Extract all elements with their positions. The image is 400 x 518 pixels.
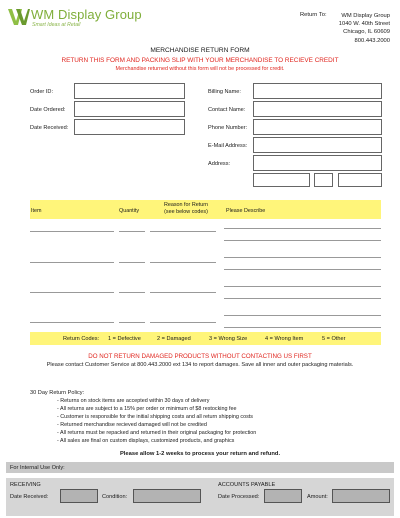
instruction-text: RETURN THIS FORM AND PACKING SLIP WITH YOUR MERCHANDISE TO RECIEVE CREDIT [61, 57, 339, 64]
receiving-heading: RECEIVING [10, 482, 41, 488]
quantity-cell-line[interactable] [119, 292, 145, 293]
policy-title: 30 Day Return Policy: [30, 390, 85, 396]
damaged-warning: DO NOT RETURN DAMAGED PRODUCTS WITHOUT CONTACTING US FIRST [88, 353, 312, 360]
reason-cell-line[interactable] [150, 292, 216, 293]
email-label: E-Mail Address: [208, 143, 248, 149]
return-address-line: 1040 W. 40th Street [338, 21, 390, 28]
warning-small-text: Merchandise returned without this form will not be processed for credit. [115, 66, 285, 72]
internal-date-received-field[interactable] [60, 489, 98, 503]
internal-date-received-label: Date Received: [10, 494, 49, 500]
contact-notice: Please contact Customer Service at 800.443.2000 ext 134 to report damages. Save all inner and outer packaging materials. [46, 362, 354, 368]
return-codes-label: Return Codes: [63, 336, 100, 342]
item-cell-line[interactable] [30, 262, 114, 263]
policy-item: - All sales are final on custom displays, customized products, and graphics [57, 438, 235, 444]
return-code: 4 = Wrong Item [265, 336, 304, 342]
zip-field[interactable] [338, 173, 382, 187]
item-cell-line[interactable] [30, 292, 114, 293]
date-ordered-field[interactable] [74, 101, 185, 117]
item-cell-line[interactable] [30, 231, 114, 232]
billing-name-label: Billing Name: [208, 89, 241, 95]
phone-number-field[interactable] [253, 119, 382, 135]
amount-label: Amount: [307, 494, 328, 500]
state-field[interactable] [314, 173, 333, 187]
policy-item: - All returns are subject to a 15% per order or minimum of $8 restocking fee [57, 406, 237, 412]
return-code: 3 = Wrong Size [209, 336, 248, 342]
policy-item: - All returns must be repacked and returned in their original packaging for protection [57, 430, 257, 436]
order-id-label: Order ID: [30, 89, 54, 95]
quantity-cell-line[interactable] [119, 231, 145, 232]
city-field[interactable] [253, 173, 310, 187]
date-processed-label: Date Processed: [218, 494, 260, 500]
accounts-payable-heading: ACCOUNTS PAYABLE [218, 482, 276, 488]
date-received-label: Date Received: [30, 125, 69, 131]
return-address-line: Chicago, IL 60609 [343, 29, 390, 36]
amount-field[interactable] [332, 489, 390, 503]
describe-cell-line[interactable] [224, 228, 381, 229]
describe-cell-line[interactable] [224, 269, 381, 270]
reason-cell-line[interactable] [150, 262, 216, 263]
processing-note: Please allow 1-2 weeks to process your return and refund. [119, 451, 281, 457]
policy-item: - Customer is responsible for the initial shipping costs and all return shipping costs [57, 414, 253, 420]
describe-cell-line[interactable] [224, 286, 381, 287]
describe-cell-line[interactable] [224, 327, 381, 328]
brand-name: WM Display Group [31, 7, 142, 22]
address-label: Address: [208, 161, 231, 167]
return-address [336, 12, 390, 45]
return-address-line: 800.443.2000 [354, 37, 390, 44]
return-address-line: WM Display Group [341, 13, 390, 19]
describe-cell-line[interactable] [224, 240, 381, 241]
billing-name-field[interactable] [253, 83, 382, 99]
brand-logo-icon [8, 9, 30, 25]
order-id-field[interactable] [74, 83, 185, 99]
contact-name-label: Contact Name: [208, 107, 246, 113]
policy-item: - Returned merchandise recieved damaged will not be credited [57, 422, 207, 428]
internal-use-title: For Internal Use Only: [10, 465, 65, 471]
date-received-field[interactable] [74, 119, 185, 135]
return-code: 5 = Other [322, 336, 346, 342]
quantity-cell-line[interactable] [119, 322, 145, 323]
policy-item: - Returns on stock items are accepted within 30 days of delivery [57, 398, 210, 404]
describe-cell-line[interactable] [224, 257, 381, 258]
date-ordered-label: Date Ordered: [30, 107, 66, 113]
describe-column-header: Please Describe [226, 208, 266, 214]
condition-label: Condition: [102, 494, 128, 500]
address-field[interactable] [253, 155, 382, 171]
date-processed-field[interactable] [264, 489, 302, 503]
phone-number-label: Phone Number: [208, 125, 248, 131]
reason-column-header: Reason for Return (see below codes) [163, 202, 209, 215]
describe-cell-line[interactable] [224, 298, 381, 299]
quantity-cell-line[interactable] [119, 262, 145, 263]
item-cell-line[interactable] [30, 322, 114, 323]
condition-field[interactable] [133, 489, 201, 503]
item-column-header: Item [31, 208, 42, 214]
reason-cell-line[interactable] [150, 231, 216, 232]
describe-cell-line[interactable] [224, 315, 381, 316]
quantity-column-header: Quantity [119, 208, 140, 214]
return-code: 1 = Defective [108, 336, 141, 342]
form-title: MERCHANDISE RETURN FORM [150, 47, 250, 54]
return-to-label: Return To: [300, 12, 327, 18]
contact-name-field[interactable] [253, 101, 382, 117]
return-code: 2 = Damaged [157, 336, 191, 342]
reason-cell-line[interactable] [150, 322, 216, 323]
email-field[interactable] [253, 137, 382, 153]
brand-tagline: Smart Ideas at Retail [32, 22, 81, 28]
